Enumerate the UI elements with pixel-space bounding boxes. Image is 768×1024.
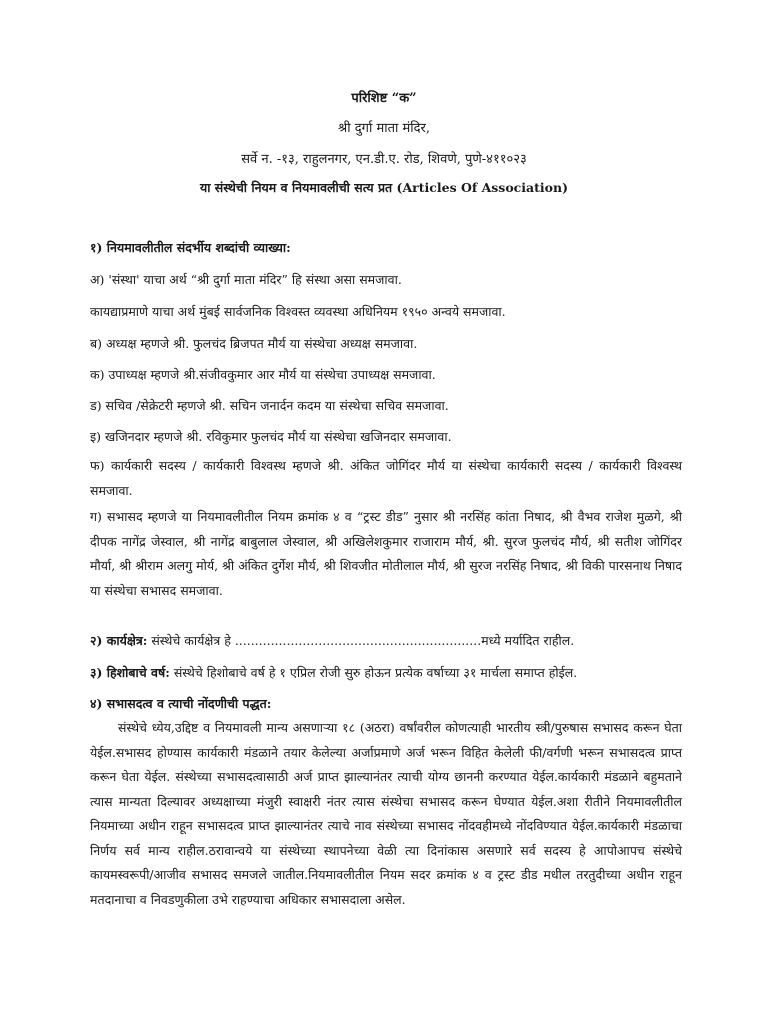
definition-b: ब) अध्यक्ष म्हणजे श्री. फुलचंद ब्रिजपत मौर्य या संस्थेचा अध्यक्ष समजावा. [90,336,418,351]
section-3 [90,664,682,681]
document-title: परिशिष्ट “क” [351,91,417,106]
definition-d: ड) सचिव /सेक्रेटरी म्हणजे श्री. सचिन जनार्दन कदम या संस्थेचा सचिव समजावा. [90,398,449,413]
definition-i: इ) खजिनदार म्हणजे श्री. रविकुमार फुलचंद मौर्य या संस्थेचा खजिनदार समजावा. [90,429,452,444]
section-2-text: संस्थेचे कार्यक्षेत्र हे ..............................................................मध्ये मर्यादित राहील. [147,633,575,648]
document-subtitle: या संस्थेची नियम व नियमावलीची सत्य प्रत (Articles Of Association) [199,180,569,195]
definition-g: ग) सभासद म्हणजे या नियमावलीतील नियम क्रमांक ४ व “ट्रस्ट डीड” नुसार श्री नरसिंह कांता निषाद, श्री वैभव राजेश मुळगे, श्री दीपक नागेंद्र जेस्वाल, श्री नागेंद्र बाबुलाल जेस्वाल, श्री अखिलेशकुमार राजाराम मौर्य, श्री. सुरज फुलचंद मौर्य, श्री सतीश जोगिंदर मौर्या, श्री श्रीराम अलगु मोर्य, श्री अंकित दुर्गेश मौर्य, श्री शिवजीत मोतीलाल मौर्य, श्री सुरज नरसिंह निषाद, श्री विकी पारसनाथ निषाद या संस्थेचा सभासद समजावा. [90,509,682,598]
definition-a: अ) 'संस्था' याचा अर्थ “श्री दुर्गा माता मंदिर” हि संस्था असा समजावा. [90,272,402,287]
section-2 [90,632,682,649]
definition-a-continued: कायद्याप्रमाणे याचा अर्थ मुंबई सार्वजनिक विश्वस्त व्यवस्था अधिनियम १९५० अन्वये समजावा. [90,304,506,319]
section-2-label: २) कार्यक्षेत्र: [90,633,148,648]
section-4-heading: ४) सभासदत्व व त्याची नोंदणीची पद्धत: [90,696,272,711]
section-1-heading: १) नियमावलीतील संदर्भीय शब्दांची व्याख्या: [90,240,291,255]
temple-name: श्री दुर्गा माता मंदिर, [338,121,430,136]
section-3-text: संस्थेचे हिशोबाचे वर्ष हे १ एप्रिल रोजी सुरु होऊन प्रत्येक वर्षाच्या ३१ मार्चला समाप्त होईल. [169,665,578,680]
definition-k: क) उपाध्यक्ष म्हणजे श्री.संजीवकुमार आर मौर्य या संस्थेचा उपाध्यक्ष समजावा. [90,367,436,382]
section-3-label: ३) हिशोबाचे वर्ष: [90,665,170,680]
temple-address: सर्वे न. -१३, राहुलनगर, एन.डी.ए. रोड, शिवणे, पुणे-४११०२३ [241,152,527,167]
section-4-body: संस्थेचे ध्येय,उद्दिष्ट व नियमावली मान्य असणाऱ्या १८ (अठरा) वर्षांवरील कोणत्याही भारतीय स्त्री/पुरुषास सभासद करून घेता येईल.सभासद होण्यास कार्यकारी मंडळाने तयार केलेल्या अर्जाप्रमाणे अर्ज भरून विहित केलेली फी/वर्गणी भरून सभासदत्व प्राप्त करून घेता येईल. संस्थेच्या सभासदत्वासाठी अर्ज प्राप्त झाल्यानंतर त्याची योग्य छाननी करण्यात येईल.कार्यकारी मंडळाने बहुमताने त्यास मान्यता दिल्यावर अध्यक्षाच्या मंजुरी स्वाक्षरी नंतर त्यास संस्थेचा सभासद करून घेण्यात येईल.अशा रीतीने नियमावलीतील नियमाच्या अधीन राहून सभासदत्व प्राप्त झाल्यानंतर त्याचे नाव संस्थेच्या सभासद नोंदवहीमध्ये नोंदविण्यात येईल.कार्यकारी मंडळाचा निर्णय सर्व मान्य राहील.ठरावान्वये या संस्थेच्या स्थापनेच्या वेळी त्या दिनांकास असणारे सर्व सदस्य हे आपोआपच संस्थेचे कायमस्वरूपी/आजीव सभासद समजले जातील.नियमावलीतील नियम सदर क्रमांक ४ व ट्रस्ट डीड मधील तरतुदीच्या अधीन राहून मतदानाचा व निवडणुकीला उभे राहण्याचा अधिकार सभासदाला असेल. [90,720,682,907]
definition-f: फ) कार्यकारी सदस्य / कार्यकारी विश्वस्थ म्हणजे श्री. अंकित जोगिंदर मौर्य या संस्थेचा कार्यकारी सदस्य / कार्यकारी विश्वस्थ समजावा. [90,458,682,498]
